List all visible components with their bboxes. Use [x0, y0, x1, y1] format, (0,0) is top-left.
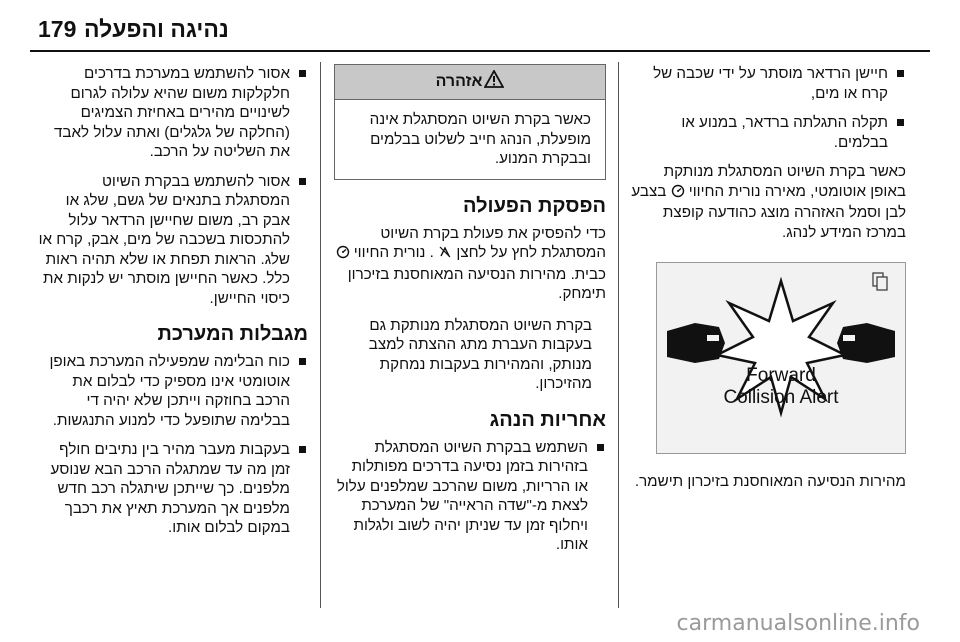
- warning-box: [334, 64, 606, 180]
- bullet-item: חיישן הרדאר מוסתר על ידי שכבה של קרח או מים,: [624, 64, 906, 103]
- page-number: 179: [38, 16, 77, 42]
- bullet-square-icon: [299, 446, 306, 453]
- middle-column: [334, 64, 606, 565]
- cruise-control-icon: [671, 184, 685, 204]
- bullet-square-icon: [299, 178, 306, 185]
- figure-label-forward: Forward: [746, 365, 816, 386]
- page-header: [0, 0, 960, 52]
- right-column: [624, 64, 906, 504]
- car-right-icon: [837, 323, 895, 363]
- paragraph: בקרת השיוט המסתגלת מנותקת גם בעקבות העברת מתג ההצתה למצב מנותק, והמהירות בעקבות נמחקת מהזיכרון.: [368, 316, 592, 392]
- heading-responsibility: אחריות הנהג: [489, 408, 606, 431]
- bullet-item: אסור להשתמש בבקרת השיוט המסתגלת בתנאים של גשם, שלג או אבק רב, משום שחיישן הרדאר עלול להתכסות בשכבה של מים, אבק, קרח או שלג. הראות תפחת או שלא תהיה ראות כלל. כאשר החיישן מוסתר יש לנקות את כיסוי החיישן.: [36, 172, 308, 309]
- watermark: carmanualsonline.info: [676, 611, 920, 636]
- bullet-square-icon: [897, 70, 904, 77]
- column-divider-right: [618, 62, 619, 608]
- bullet-square-icon: [299, 358, 306, 365]
- bullet-item: כוח הבלימה שמפעילה המערכת באופן אוטומטי אינו מספיק כדי לבלום את הרכב בחוזקה וייתכן שלא יהיה די בבלימה שתופעל כדי למנוע התנגשות.: [36, 352, 308, 430]
- heading-stop: הפסקת הפעולה: [462, 194, 606, 217]
- section-title: נהיגה והפעלה: [84, 16, 229, 42]
- forward-collision-alert-figure: [656, 262, 906, 454]
- warning-triangle-icon: [484, 70, 504, 94]
- cancel-cruise-button-icon: [438, 245, 452, 265]
- car-left-icon: [667, 323, 725, 363]
- bullet-square-icon: [897, 119, 904, 126]
- header-rule: [30, 50, 930, 52]
- bullet-item: השתמש בבקרת השיוט המסתגלת בזהירות בזמן נסיעה בדרכים מפותלות או הרריות, משום שהרכב שמלפנים עלול לצאת מ-"שדה הראייה" של המערכת ויחלוף זמן עד שניתן יהיה לשוב ולגלות אותו.: [334, 438, 606, 555]
- bullet-item: בעקבות מעבר מהיר בין נתיבים חולף זמן מה עד שמתגלה הרכב הבא שנוסע מלפנים. כך שייתכן שיתגלה רכב חדש מלפנים אך המערכת תאיץ את רכבך במקום לבלום אותו.: [36, 440, 308, 538]
- paragraph: כאשר בקרת השיוט המסתגלת מנותקת באופן אוטומטי, מאירה נורית החיווי בצבע לבן וסמל האזהרה מוצג כהודעה קופצת במרכז המידע לנהג.: [631, 163, 906, 241]
- bullet-item: תקלה התגלתה ברדאר, במנוע או בבלמים.: [624, 113, 906, 152]
- warning-text: כאשר בקרת השיוט המסתגלת אינה מופעלת, הנהג חייב לשלוט בבלמים ובבקרת המנוע.: [369, 111, 591, 167]
- bullet-square-icon: [299, 70, 306, 77]
- bullet-square-icon: [597, 444, 604, 451]
- left-column: [36, 64, 308, 548]
- figure-caption: מהירות הנסיעה המאוחסנת בזיכרון תישמר.: [634, 473, 906, 490]
- column-divider-left: [320, 62, 321, 608]
- cruise-control-icon: [336, 245, 350, 265]
- heading-limits: מגבלות המערכת: [157, 323, 308, 345]
- copy-icon: [873, 273, 887, 290]
- figure-label-collision-alert: Collision Alert: [723, 387, 839, 408]
- paragraph: כדי להפסיק את פעולת בקרת השיוט המסתגלת לחץ על לחצן . נורית החיווי כבית. מהירות הנסיעה המאוחסנת בזיכרון תימחק.: [334, 224, 606, 304]
- bullet-item: אסור להשתמש במערכת בדרכים חלקלקות משום שהיא עלולה לגרום לשינויים מהירים באחיזת הצמיגים (החלקה של גלגלים) ואתה עלול לאבד את השליטה על הרכב.: [36, 64, 308, 162]
- warning-title: אזהרה: [435, 73, 483, 91]
- warning-header: [335, 65, 605, 100]
